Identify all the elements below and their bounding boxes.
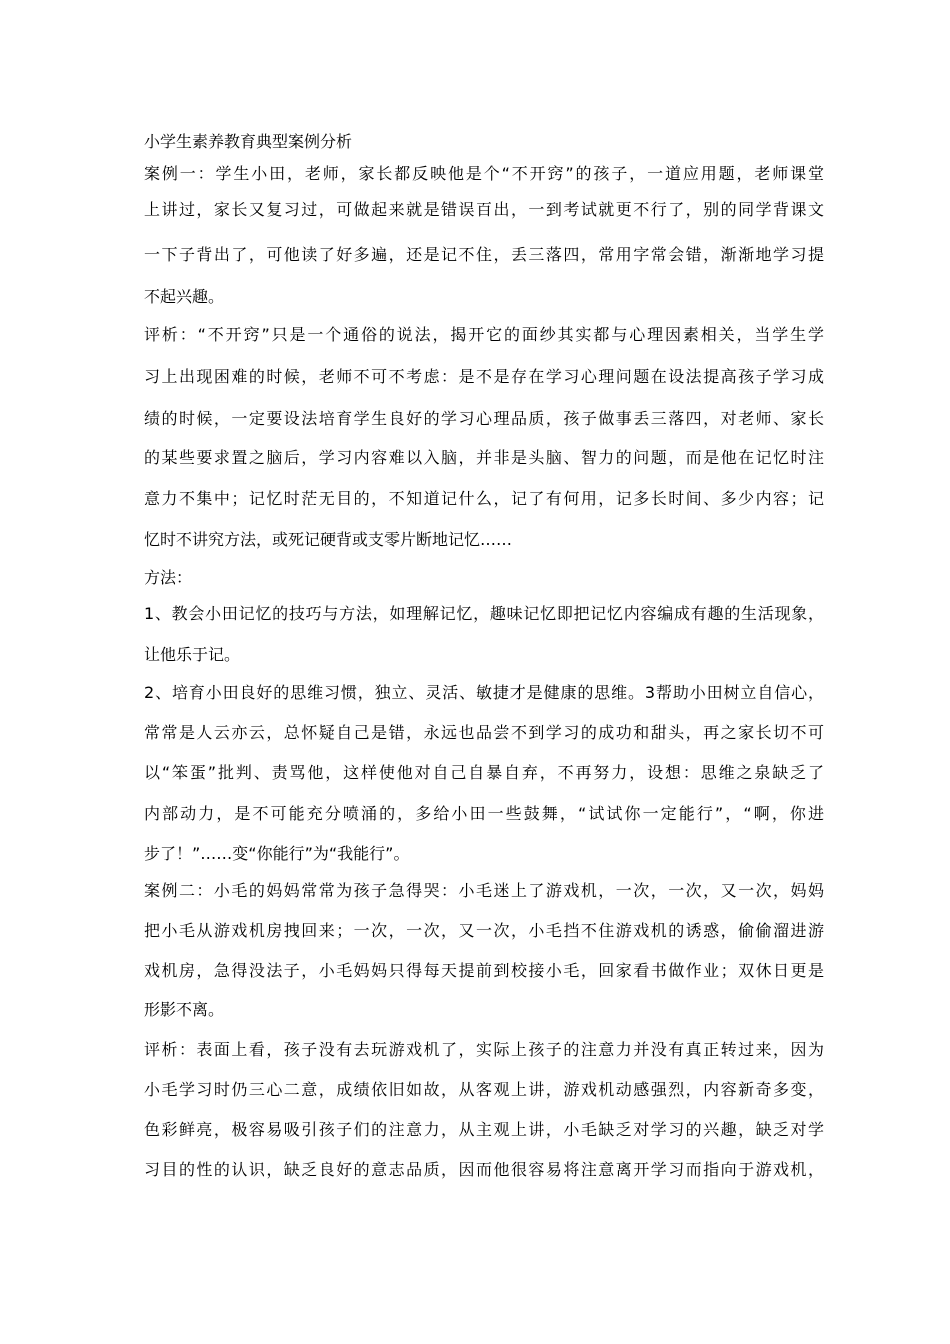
paragraph-line: 让他乐于记。 — [144, 645, 241, 664]
paragraph-line: 习目的性的认识，缺乏良好的意志品质，因而他很容易将注意离开学习而指向于游戏机， — [144, 1160, 824, 1179]
paragraph-line: 不起兴趣。 — [144, 287, 225, 306]
paragraph-line: 意力不集中；记忆时茫无目的，不知道记什么，记了有何用，记多长时间、多少内容；记 — [144, 489, 824, 508]
paragraph-line: 绩的时候，一定要设法培育学生良好的学习心理品质，孩子做事丢三落四，对老师、家长 — [144, 409, 824, 428]
paragraph-line: 的某些要求置之脑后，学习内容难以入脑，并非是头脑、智力的问题，而是他在记忆时注 — [144, 448, 824, 467]
paragraph-line: 习上出现困难的时候，老师不可不考虑：是不是存在学习心理问题在设法提高孩子学习成 — [144, 367, 824, 386]
paragraph-line: 戏机房，急得没法子，小毛妈妈只得每天提前到校接小毛，回家看书做作业；双休日更是 — [144, 961, 824, 980]
paragraph-line: 案例一：学生小田，老师，家长都反映他是个“不开窍”的孩子，一道应用题，老师课堂 — [144, 164, 824, 183]
section-heading: 方法： — [144, 568, 193, 587]
paragraph-line: 上讲过，家长又复习过，可做起来就是错误百出，一到考试就更不行了，别的同学背课文 — [144, 200, 824, 219]
paragraph-line: 内部动力，是不可能充分喷涌的，多给小田一些鼓舞，“试试你一定能行”，“啊，你进 — [144, 804, 824, 823]
paragraph-line: 以“笨蛋”批判、责骂他，这样使他对自己自暴自弃，不再努力，设想：思维之泉缺乏了 — [144, 763, 824, 782]
paragraph-line: 常常是人云亦云，总怀疑自己是错，永远也品尝不到学习的成功和甜头，再之家长切不可 — [144, 723, 824, 742]
paragraph-line: 案例二：小毛的妈妈常常为孩子急得哭：小毛迷上了游戏机，一次，一次，又一次，妈妈 — [144, 881, 824, 900]
paragraph-line: 把小毛从游戏机房拽回来；一次，一次，又一次，小毛挡不住游戏机的诱惑，偷偷溜进游 — [144, 921, 824, 940]
paragraph-line: 小毛学习时仍三心二意，成绩依旧如故，从客观上讲，游戏机动感强烈，内容新奇多变， — [144, 1080, 824, 1099]
paragraph-line: 步了！”……变“你能行”为“我能行”。 — [144, 844, 410, 863]
paragraph-line: 形影不离。 — [144, 1000, 225, 1019]
paragraph-line: 2、培育小田良好的思维习惯，独立、灵活、敏捷才是健康的思维。3帮助小田树立自信心， — [144, 683, 824, 702]
paragraph-line: 1、教会小田记忆的技巧与方法，如理解记忆，趣味记忆即把记忆内容编成有趣的生活现象， — [144, 604, 824, 623]
paragraph-line: 评析：表面上看，孩子没有去玩游戏机了，实际上孩子的注意力并没有真正转过来，因为 — [144, 1040, 824, 1059]
paragraph-line: 一下子背出了，可他读了好多遍，还是记不住，丢三落四，常用字常会错，渐渐地学习提 — [144, 245, 824, 264]
paragraph-line: 忆时不讲究方法，或死记硬背或支零片断地记忆…… — [144, 530, 513, 549]
paragraph-line: 评析：“不开窍”只是一个通俗的说法，揭开它的面纱其实都与心理因素相关，当学生学 — [144, 325, 824, 344]
paragraph-line: 色彩鲜亮，极容易吸引孩子们的注意力，从主观上讲，小毛缺乏对学习的兴趣，缺乏对学 — [144, 1120, 824, 1139]
document-title: 小学生素养教育典型案例分析 — [144, 132, 353, 151]
